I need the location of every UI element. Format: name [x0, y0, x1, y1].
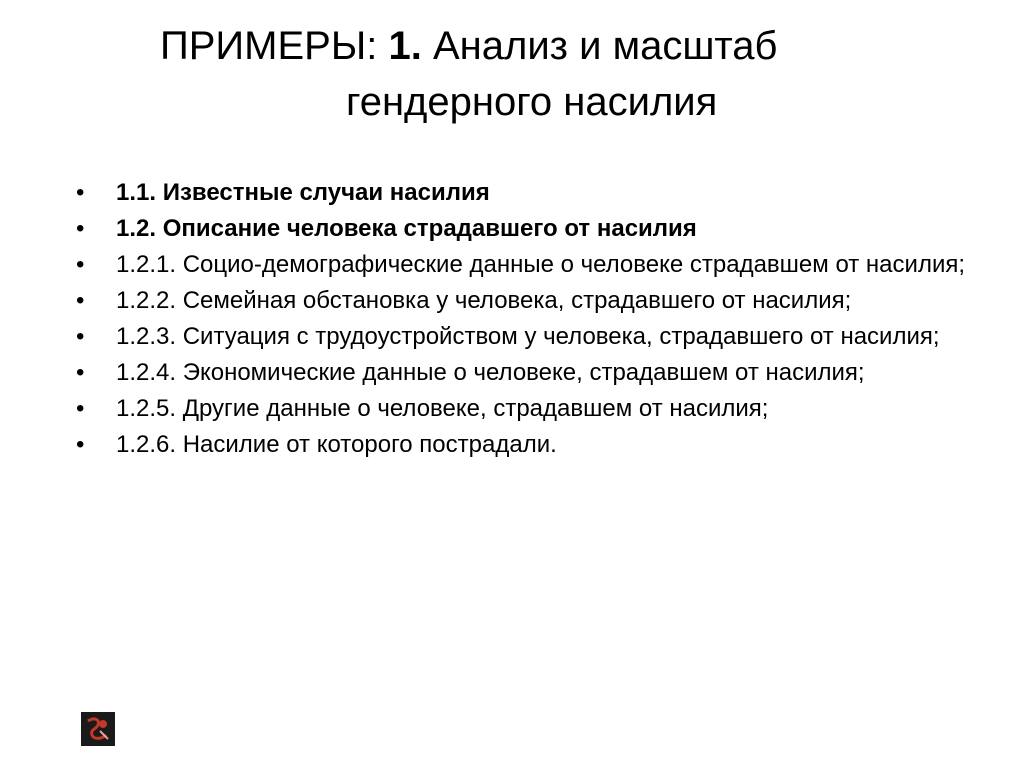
list-item-text: 1.2.3. Ситуация с трудоустройством у человека, страдавшего от насилия; — [116, 323, 940, 350]
bullet-marker: • — [76, 395, 85, 422]
bullet-list — [76, 180, 976, 468]
bullet-marker: • — [76, 215, 85, 242]
list-item — [76, 252, 976, 278]
title-line2: гендерного насилия — [346, 80, 718, 124]
list-item — [76, 180, 976, 206]
list-item-text: 1.1. Известные случаи насилия — [116, 179, 490, 206]
list-item-text: 1.2. Описание человека страдавшего от насилия — [116, 215, 697, 242]
list-item-text: 1.2.2. Семейная обстановка у человека, страдавшего от насилия; — [116, 287, 852, 314]
slide-title — [160, 18, 980, 130]
list-item-text: 1.2.6. Насилие от которого пострадали. — [116, 431, 557, 458]
bullet-marker: • — [76, 287, 85, 314]
list-item-text: 1.2.4. Экономические данные о человеке, страдавшем от насилия; — [116, 359, 865, 386]
title-rest: Анализ и масштаб — [421, 24, 778, 68]
bullet-marker: • — [76, 179, 85, 206]
title-prefix: ПРИМЕРЫ: — [160, 24, 389, 68]
list-item — [76, 288, 976, 314]
bullet-marker: • — [76, 323, 85, 350]
list-item — [76, 360, 976, 386]
list-item — [76, 396, 976, 422]
list-item-text: 1.2.5. Другие данные о человеке, страдавшем от насилия; — [116, 395, 769, 422]
list-item — [76, 432, 976, 458]
list-item — [76, 324, 976, 350]
bullet-marker: • — [76, 251, 85, 278]
list-item-text: 1.2.1. Социо-демографические данные о человеке страдавшем от насилия; — [116, 251, 966, 278]
title-number: 1. — [388, 24, 422, 68]
bullet-marker: • — [76, 359, 85, 386]
decorative-logo-icon — [81, 712, 115, 746]
bullet-marker: • — [76, 431, 85, 458]
list-item — [76, 216, 976, 242]
logo-graphic — [84, 715, 112, 743]
